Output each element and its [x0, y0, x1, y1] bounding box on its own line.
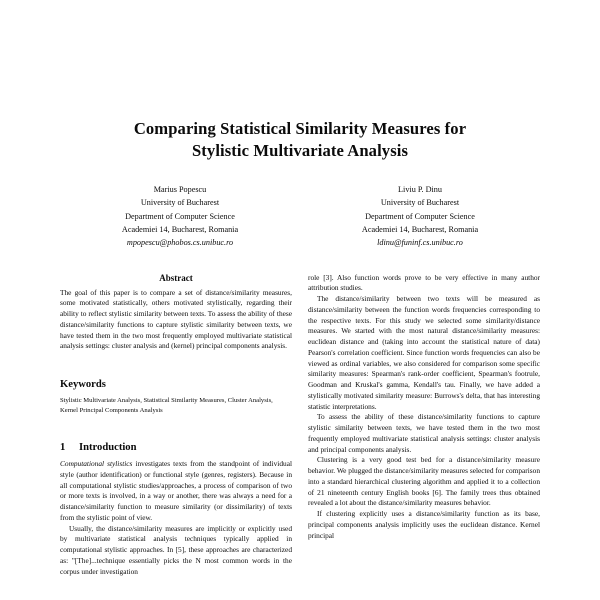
- introduction-paragraph-2: Usually, the distance/similarity measures are implicitly or explicitly used by multivariate statistical analysis techniques typically applied in computational stylistic approaches. In [5], these approaches are characterized as: "[The]...technique essentially picks the N most common words in the corpus under investigation: [60, 523, 292, 576]
- author-address: Academiei 14, Bucharest, Romania: [361, 224, 479, 234]
- abstract-heading: Abstract: [159, 272, 193, 283]
- right-paragraph-4: Clustering is a very good test bed for a distance/similarity measure behavior. We plugged the distance/similarity measures selected for comparison into a standard hierarchical clustering algorithm and applied it to a collection of 21 nineteenth century English books [6]. The family trees thus obtained revealed a lot about the distance/similarity measures behavior.: [308, 455, 540, 508]
- keywords-heading: Keywords: [60, 379, 106, 391]
- author-email: ldinu@funinf.cs.unibuc.ro: [377, 238, 463, 248]
- introduction-block: [60, 442, 292, 577]
- abstract-text: The goal of this paper is to compare a set of distance/similarity measures, some motivated statistically, others motivated stylistically, regarding their ability to reflect stylistic similarity between texts. To assess the ability of these distance/similarity functions to capture stylistic similarity between texts, we have tested them in the two most frequently employed multivariate statistical analysis settings: cluster analysis and (kernel) principal components analysis.: [60, 287, 292, 351]
- author-email: mpopescu@phobos.cs.unibuc.ro: [126, 238, 234, 248]
- right-paragraph-2: The distance/similarity between two texts will be measured as distance/similarity between the function words frequencies corresponding to the respective texts. For this study we selected some similarity/distance measures. We started with the most natural distance/similarity measures: euclidean distance and (taking into account the statistical nature of data) Pearson's correlation coefficient. Since function words frequencies can also be viewed as ordinal variables, we also considered for comparison some specific similarity measures: Spearman's rank-order coefficient, Spearman's footrule, Goodman and Kruskal's gamma, Kendall's tau. Finally, we have added a stylistically motivated similarity measure: Burrows's delta, that has interesting statistic interpretations.: [308, 294, 540, 411]
- introduction-heading: [60, 442, 292, 453]
- keywords-text: Stylistic Multivariate Analysis, Statistical Similarity Measures, Cluster Analysis, Kernel Principal Components Analysis: [60, 397, 273, 415]
- author-department: Department of Computer Science: [125, 211, 235, 221]
- author-block-1: [60, 183, 300, 249]
- right-column: [308, 273, 540, 578]
- author-affiliation: University of Bucharest: [140, 198, 220, 208]
- author-name: Marius Popescu: [153, 185, 207, 195]
- introduction-paragraph-1: [60, 459, 292, 524]
- author-address: Academiei 14, Bucharest, Romania: [121, 224, 239, 234]
- author-block-2: [300, 183, 540, 249]
- right-paragraph-3: To assess the ability of these distance/similarity functions to capture stylistic similarity between texts, we have tested them in the two most frequently employed multivariate statistical analysis settings: cluster analysis and principal components analysis.: [308, 412, 540, 454]
- author-affiliation: University of Bucharest: [380, 198, 460, 208]
- keywords-block: [60, 379, 292, 416]
- body-columns: [60, 273, 540, 578]
- title-line-2: Stylistic Multivariate Analysis: [191, 141, 409, 161]
- author-name: Liviu P. Dinu: [398, 185, 442, 195]
- section-number: 1: [60, 442, 66, 454]
- title-block: [60, 0, 540, 250]
- title-line-1: Comparing Statistical Similarity Measures for: [133, 119, 467, 138]
- author-department: Department of Computer Science: [365, 211, 475, 221]
- right-paragraph-continued: role [3]. Also function words prove to be very effective in many author attribution studies.: [308, 272, 540, 293]
- left-column: [60, 273, 292, 578]
- intro-italic-lead: Computational stylistics: [60, 459, 133, 469]
- author-list: [60, 183, 540, 249]
- page-title: [60, 118, 540, 162]
- section-title: Introduction: [79, 442, 137, 454]
- intro-paragraph-1-rest: investigates texts from the standpoint of individual style (author identification) or functional style (genres, registers). Because in all computational stylistic studies/approaches, a process of comparison of two or more texts is involved, in a way or another, there was always a need for a distance/similarity function to measure similarity (or dissimilarity) of texts from the stylistic point of view.: [60, 459, 292, 522]
- right-paragraph-5: If clustering explicitly uses a distance/similarity function as its base, principal components analysis implicitly uses the euclidean distance. Kernel principal: [308, 509, 540, 540]
